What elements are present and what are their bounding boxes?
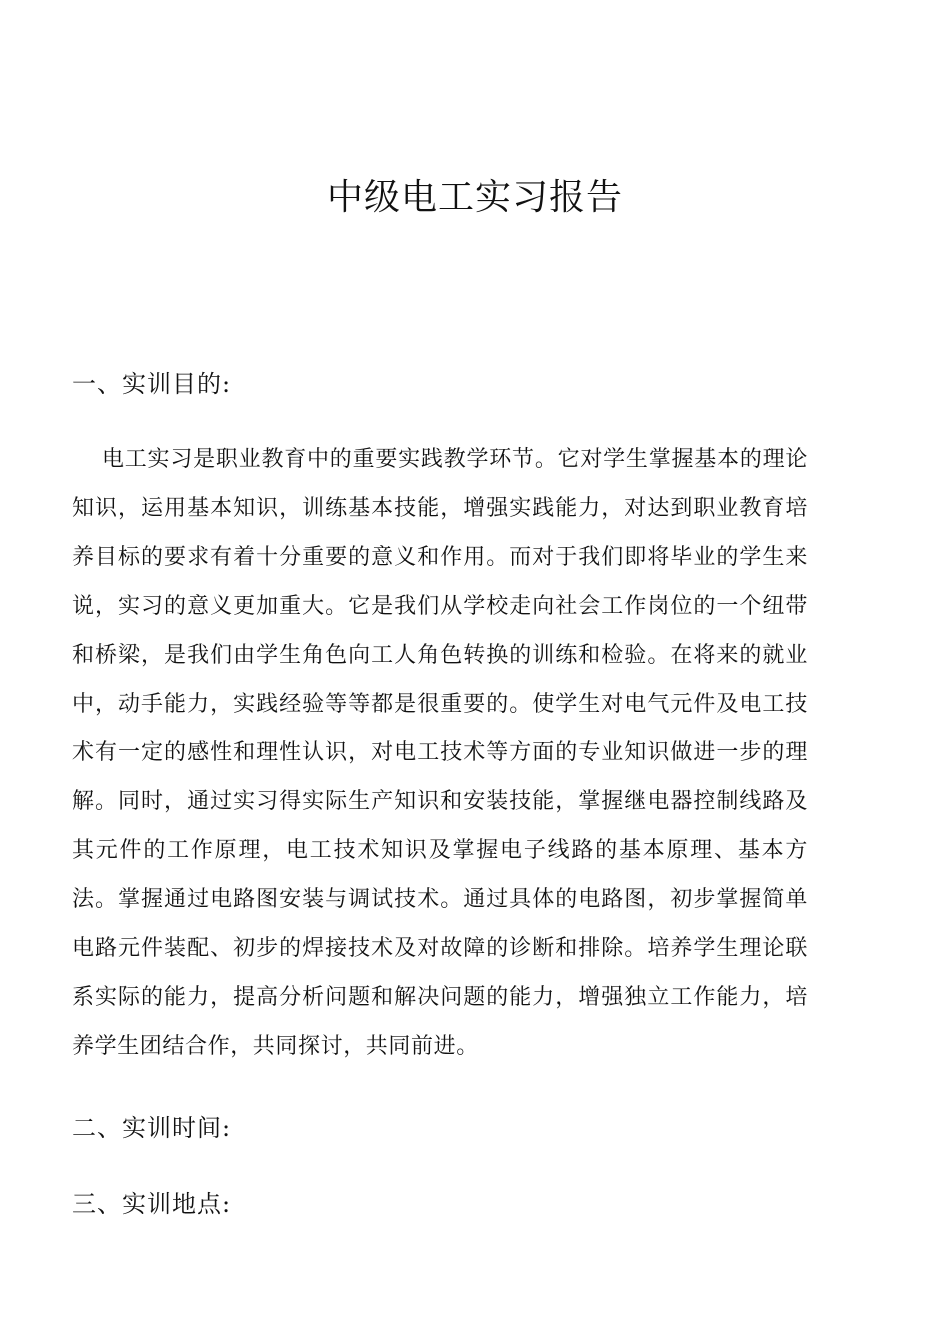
section-heading-time: 二、实训时间: [72, 1114, 232, 1142]
section-heading-location: 三、实训地点: [72, 1190, 232, 1218]
page-title: 中级电工实习报告 [326, 177, 623, 219]
section-body-purpose: 电工实习是职业教育中的重要实践教学环节。它对学生掌握基本的理论知识，运用基本知识，训练基本技能，增强实践能力，对达到职业教育培养目标的要求有着十分重要的意义和作用。而对于我们即将毕业的学生来说，实习的意义更加重大。它是我们从学校走向社会工作岗位的一个纽带和桥梁，是我们由学生角色向工人角色转换的训练和检验。在将来的就业中，动手能力，实践经验等等都是很重要的。使学生对电气元件及电工技术有一定的感性和理性认识，对电工技术等方面的专业知识做进一步的理解。同时，通过实习得实际生产知识和安装技能，掌握继电器控制线路及其元件的工作原理，电工技术知识及掌握电子线路的基本原理、基本方法。掌握通过电路图安装与调试技术。通过具体的电路图，初步掌握简单电路元件装配、初步的焊接技术及对故障的诊断和排除。培养学生理论联系实际的能力，提高分析问题和解决问题的能力，增强独立工作能力，培养学生团结合作，共同探讨，共同前进。 [72, 447, 808, 1059]
section-heading-purpose: 一、实训目的: [72, 370, 232, 398]
